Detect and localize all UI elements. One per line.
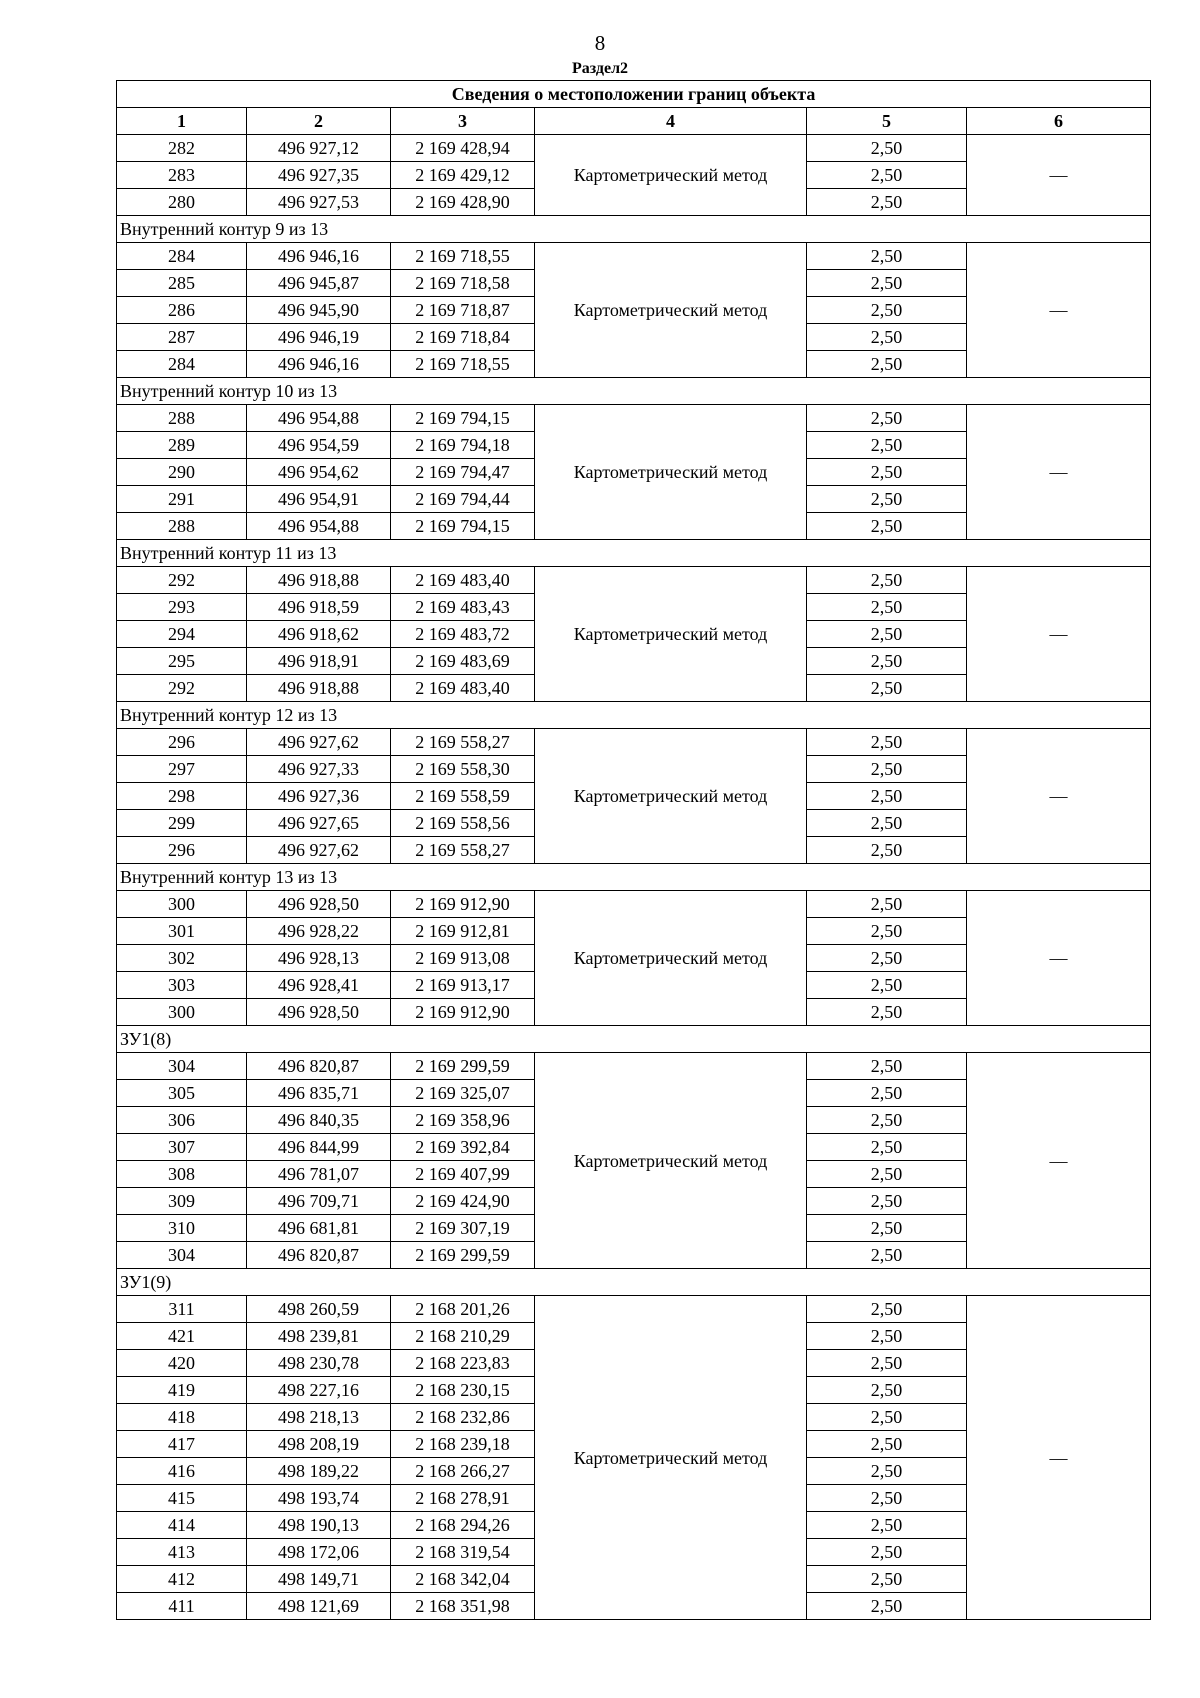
method-cell: Картометрический метод [535, 135, 807, 216]
coordinate-x: 498 189,22 [247, 1458, 391, 1485]
coordinate-y: 2 169 483,43 [391, 594, 535, 621]
description-cell: — [967, 405, 1151, 540]
coordinate-x: 496 927,35 [247, 162, 391, 189]
coordinate-y: 2 168 201,26 [391, 1296, 535, 1323]
column-header: 1 [117, 108, 247, 135]
accuracy-value: 2,50 [807, 162, 967, 189]
accuracy-value: 2,50 [807, 1350, 967, 1377]
coordinate-y: 2 169 912,81 [391, 918, 535, 945]
coordinate-y: 2 168 294,26 [391, 1512, 535, 1539]
point-number: 421 [117, 1323, 247, 1350]
coordinate-y: 2 169 558,56 [391, 810, 535, 837]
coordinate-y: 2 169 794,44 [391, 486, 535, 513]
coordinate-x: 498 172,06 [247, 1539, 391, 1566]
point-number: 311 [117, 1296, 247, 1323]
coordinate-y: 2 169 558,59 [391, 783, 535, 810]
coordinate-x: 496 928,22 [247, 918, 391, 945]
description-cell: — [967, 1053, 1151, 1269]
table-body [117, 135, 1151, 1620]
table-row [117, 891, 1151, 918]
coordinate-x: 496 946,19 [247, 324, 391, 351]
coordinate-x: 496 954,88 [247, 513, 391, 540]
table-row [117, 567, 1151, 594]
point-number: 292 [117, 567, 247, 594]
method-cell: Картометрический метод [535, 243, 807, 378]
point-number: 304 [117, 1242, 247, 1269]
point-number: 413 [117, 1539, 247, 1566]
coordinate-x: 496 928,41 [247, 972, 391, 999]
coordinate-x: 496 927,65 [247, 810, 391, 837]
accuracy-value: 2,50 [807, 1080, 967, 1107]
group-label-row [117, 864, 1151, 891]
accuracy-value: 2,50 [807, 972, 967, 999]
group-label-row [117, 378, 1151, 405]
coordinate-y: 2 169 794,15 [391, 405, 535, 432]
description-cell: — [967, 135, 1151, 216]
point-number: 419 [117, 1377, 247, 1404]
coordinate-y: 2 168 342,04 [391, 1566, 535, 1593]
point-number: 283 [117, 162, 247, 189]
coordinate-y: 2 168 266,27 [391, 1458, 535, 1485]
accuracy-value: 2,50 [807, 1107, 967, 1134]
accuracy-value: 2,50 [807, 1377, 967, 1404]
method-cell: Картометрический метод [535, 729, 807, 864]
accuracy-value: 2,50 [807, 1431, 967, 1458]
point-number: 295 [117, 648, 247, 675]
coordinate-x: 496 928,50 [247, 999, 391, 1026]
point-number: 305 [117, 1080, 247, 1107]
coordinate-y: 2 169 558,27 [391, 837, 535, 864]
point-number: 420 [117, 1350, 247, 1377]
point-number: 285 [117, 270, 247, 297]
accuracy-value: 2,50 [807, 513, 967, 540]
column-header: 2 [247, 108, 391, 135]
coordinate-x: 496 927,33 [247, 756, 391, 783]
table-title-row [117, 81, 1151, 108]
point-number: 287 [117, 324, 247, 351]
table-row [117, 135, 1151, 162]
column-header: 3 [391, 108, 535, 135]
coordinate-x: 496 840,35 [247, 1107, 391, 1134]
coordinate-x: 496 945,87 [247, 270, 391, 297]
point-number: 299 [117, 810, 247, 837]
group-label-row [117, 702, 1151, 729]
coordinate-x: 496 946,16 [247, 351, 391, 378]
point-number: 411 [117, 1593, 247, 1620]
description-cell: — [967, 1296, 1151, 1620]
page-number: 8 [594, 31, 606, 55]
accuracy-value: 2,50 [807, 459, 967, 486]
coordinate-y: 2 169 558,30 [391, 756, 535, 783]
table-row [117, 405, 1151, 432]
coordinate-x: 496 918,88 [247, 567, 391, 594]
point-number: 414 [117, 1512, 247, 1539]
coordinate-y: 2 169 718,55 [391, 243, 535, 270]
point-number: 300 [117, 999, 247, 1026]
accuracy-value: 2,50 [807, 1404, 967, 1431]
coordinate-y: 2 168 278,91 [391, 1485, 535, 1512]
contour-label: Внутренний контур 9 из 13 [117, 216, 1151, 243]
method-cell: Картометрический метод [535, 567, 807, 702]
coordinate-x: 496 946,16 [247, 243, 391, 270]
group-label-row [117, 1026, 1151, 1053]
accuracy-value: 2,50 [807, 999, 967, 1026]
accuracy-value: 2,50 [807, 783, 967, 810]
accuracy-value: 2,50 [807, 1458, 967, 1485]
coordinate-y: 2 169 558,27 [391, 729, 535, 756]
point-number: 418 [117, 1404, 247, 1431]
coordinate-x: 498 239,81 [247, 1323, 391, 1350]
accuracy-value: 2,50 [807, 810, 967, 837]
coordinate-x: 496 918,59 [247, 594, 391, 621]
coordinate-x: 496 927,12 [247, 135, 391, 162]
coordinate-x: 496 918,88 [247, 675, 391, 702]
point-number: 412 [117, 1566, 247, 1593]
method-cell: Картометрический метод [535, 1053, 807, 1269]
accuracy-value: 2,50 [807, 324, 967, 351]
coordinate-y: 2 169 718,58 [391, 270, 535, 297]
accuracy-value: 2,50 [807, 837, 967, 864]
column-header: 4 [535, 108, 807, 135]
column-number-row [117, 108, 1151, 135]
accuracy-value: 2,50 [807, 1053, 967, 1080]
accuracy-value: 2,50 [807, 648, 967, 675]
coordinate-y: 2 169 483,40 [391, 567, 535, 594]
accuracy-value: 2,50 [807, 621, 967, 648]
point-number: 308 [117, 1161, 247, 1188]
coordinate-x: 496 927,62 [247, 837, 391, 864]
description-cell: — [967, 729, 1151, 864]
coordinate-y: 2 169 407,99 [391, 1161, 535, 1188]
coordinate-y: 2 169 483,69 [391, 648, 535, 675]
coordinate-x: 496 781,07 [247, 1161, 391, 1188]
coordinate-y: 2 169 429,12 [391, 162, 535, 189]
point-number: 288 [117, 405, 247, 432]
table-row [117, 243, 1151, 270]
coordinate-y: 2 168 319,54 [391, 1539, 535, 1566]
coordinate-x: 496 709,71 [247, 1188, 391, 1215]
accuracy-value: 2,50 [807, 918, 967, 945]
accuracy-value: 2,50 [807, 1215, 967, 1242]
coordinate-y: 2 168 239,18 [391, 1431, 535, 1458]
point-number: 417 [117, 1431, 247, 1458]
coordinate-x: 496 928,13 [247, 945, 391, 972]
accuracy-value: 2,50 [807, 1485, 967, 1512]
accuracy-value: 2,50 [807, 756, 967, 783]
accuracy-value: 2,50 [807, 1296, 967, 1323]
accuracy-value: 2,50 [807, 432, 967, 459]
coordinate-y: 2 169 913,17 [391, 972, 535, 999]
accuracy-value: 2,50 [807, 1539, 967, 1566]
accuracy-value: 2,50 [807, 351, 967, 378]
table-title: Сведения о местоположении границ объекта [117, 81, 1151, 108]
description-cell: — [967, 891, 1151, 1026]
coordinate-x: 496 954,91 [247, 486, 391, 513]
group-label-row [117, 1269, 1151, 1296]
coordinate-y: 2 169 912,90 [391, 999, 535, 1026]
point-number: 284 [117, 351, 247, 378]
coordinate-y: 2 169 794,47 [391, 459, 535, 486]
accuracy-value: 2,50 [807, 189, 967, 216]
point-number: 292 [117, 675, 247, 702]
coordinate-y: 2 169 483,72 [391, 621, 535, 648]
coordinate-y: 2 169 718,87 [391, 297, 535, 324]
point-number: 309 [117, 1188, 247, 1215]
coordinate-x: 498 121,69 [247, 1593, 391, 1620]
accuracy-value: 2,50 [807, 1512, 967, 1539]
table-row [117, 1296, 1151, 1323]
coordinate-y: 2 169 794,15 [391, 513, 535, 540]
coordinate-x: 496 927,53 [247, 189, 391, 216]
coordinate-y: 2 168 223,83 [391, 1350, 535, 1377]
accuracy-value: 2,50 [807, 1323, 967, 1350]
coordinate-x: 498 230,78 [247, 1350, 391, 1377]
point-number: 307 [117, 1134, 247, 1161]
coordinate-y: 2 168 230,15 [391, 1377, 535, 1404]
point-number: 282 [117, 135, 247, 162]
point-number: 284 [117, 243, 247, 270]
point-number: 301 [117, 918, 247, 945]
method-cell: Картометрический метод [535, 405, 807, 540]
point-number: 298 [117, 783, 247, 810]
coordinate-x: 498 193,74 [247, 1485, 391, 1512]
accuracy-value: 2,50 [807, 567, 967, 594]
description-cell: — [967, 243, 1151, 378]
coordinate-y: 2 169 718,84 [391, 324, 535, 351]
accuracy-value: 2,50 [807, 945, 967, 972]
coordinate-x: 498 260,59 [247, 1296, 391, 1323]
coordinate-x: 496 928,50 [247, 891, 391, 918]
coordinate-y: 2 169 424,90 [391, 1188, 535, 1215]
accuracy-value: 2,50 [807, 405, 967, 432]
contour-label: Внутренний контур 11 из 13 [117, 540, 1151, 567]
contour-label: ЗУ1(9) [117, 1269, 1151, 1296]
coordinate-x: 496 844,99 [247, 1134, 391, 1161]
accuracy-value: 2,50 [807, 891, 967, 918]
point-number: 294 [117, 621, 247, 648]
coordinate-x: 498 190,13 [247, 1512, 391, 1539]
column-header: 5 [807, 108, 967, 135]
coordinate-x: 496 954,88 [247, 405, 391, 432]
table-row [117, 1053, 1151, 1080]
contour-label: Внутренний контур 12 из 13 [117, 702, 1151, 729]
accuracy-value: 2,50 [807, 675, 967, 702]
section-title: Раздел2 [571, 60, 629, 77]
coordinate-x: 496 820,87 [247, 1242, 391, 1269]
coordinate-x: 498 149,71 [247, 1566, 391, 1593]
point-number: 416 [117, 1458, 247, 1485]
point-number: 296 [117, 729, 247, 756]
coordinate-y: 2 169 428,90 [391, 189, 535, 216]
point-number: 280 [117, 189, 247, 216]
method-cell: Картометрический метод [535, 891, 807, 1026]
boundary-table [116, 80, 1151, 1620]
contour-label: Внутренний контур 10 из 13 [117, 378, 1151, 405]
accuracy-value: 2,50 [807, 486, 967, 513]
point-number: 310 [117, 1215, 247, 1242]
point-number: 415 [117, 1485, 247, 1512]
accuracy-value: 2,50 [807, 1242, 967, 1269]
accuracy-value: 2,50 [807, 729, 967, 756]
accuracy-value: 2,50 [807, 1161, 967, 1188]
coordinate-x: 496 681,81 [247, 1215, 391, 1242]
coordinate-y: 2 169 912,90 [391, 891, 535, 918]
point-number: 302 [117, 945, 247, 972]
point-number: 297 [117, 756, 247, 783]
coordinate-y: 2 169 299,59 [391, 1053, 535, 1080]
accuracy-value: 2,50 [807, 135, 967, 162]
coordinate-y: 2 168 210,29 [391, 1323, 535, 1350]
coordinate-x: 496 927,36 [247, 783, 391, 810]
coordinate-x: 496 918,62 [247, 621, 391, 648]
coordinate-x: 496 835,71 [247, 1080, 391, 1107]
coordinate-y: 2 169 794,18 [391, 432, 535, 459]
point-number: 289 [117, 432, 247, 459]
accuracy-value: 2,50 [807, 1593, 967, 1620]
coordinate-y: 2 169 307,19 [391, 1215, 535, 1242]
point-number: 290 [117, 459, 247, 486]
coordinate-x: 496 927,62 [247, 729, 391, 756]
accuracy-value: 2,50 [807, 1566, 967, 1593]
accuracy-value: 2,50 [807, 243, 967, 270]
coordinate-y: 2 169 299,59 [391, 1242, 535, 1269]
point-number: 288 [117, 513, 247, 540]
accuracy-value: 2,50 [807, 594, 967, 621]
coordinate-y: 2 169 392,84 [391, 1134, 535, 1161]
contour-label: Внутренний контур 13 из 13 [117, 864, 1151, 891]
accuracy-value: 2,50 [807, 1188, 967, 1215]
accuracy-value: 2,50 [807, 1134, 967, 1161]
column-header: 6 [967, 108, 1151, 135]
contour-label: ЗУ1(8) [117, 1026, 1151, 1053]
coordinate-y: 2 169 358,96 [391, 1107, 535, 1134]
group-label-row [117, 216, 1151, 243]
point-number: 286 [117, 297, 247, 324]
table-row [117, 729, 1151, 756]
point-number: 303 [117, 972, 247, 999]
point-number: 300 [117, 891, 247, 918]
point-number: 306 [117, 1107, 247, 1134]
coordinate-y: 2 168 351,98 [391, 1593, 535, 1620]
coordinate-y: 2 169 718,55 [391, 351, 535, 378]
coordinate-x: 496 954,62 [247, 459, 391, 486]
accuracy-value: 2,50 [807, 270, 967, 297]
coordinate-y: 2 169 483,40 [391, 675, 535, 702]
coordinate-x: 498 227,16 [247, 1377, 391, 1404]
coordinate-y: 2 169 913,08 [391, 945, 535, 972]
coordinate-x: 498 208,19 [247, 1431, 391, 1458]
point-number: 291 [117, 486, 247, 513]
coordinate-x: 498 218,13 [247, 1404, 391, 1431]
point-number: 296 [117, 837, 247, 864]
coordinate-x: 496 954,59 [247, 432, 391, 459]
method-cell: Картометрический метод [535, 1296, 807, 1620]
description-cell: — [967, 567, 1151, 702]
coordinate-y: 2 168 232,86 [391, 1404, 535, 1431]
coordinate-y: 2 169 428,94 [391, 135, 535, 162]
group-label-row [117, 540, 1151, 567]
coordinate-x: 496 820,87 [247, 1053, 391, 1080]
coordinate-x: 496 945,90 [247, 297, 391, 324]
point-number: 293 [117, 594, 247, 621]
coordinate-y: 2 169 325,07 [391, 1080, 535, 1107]
coordinate-x: 496 918,91 [247, 648, 391, 675]
point-number: 304 [117, 1053, 247, 1080]
accuracy-value: 2,50 [807, 297, 967, 324]
